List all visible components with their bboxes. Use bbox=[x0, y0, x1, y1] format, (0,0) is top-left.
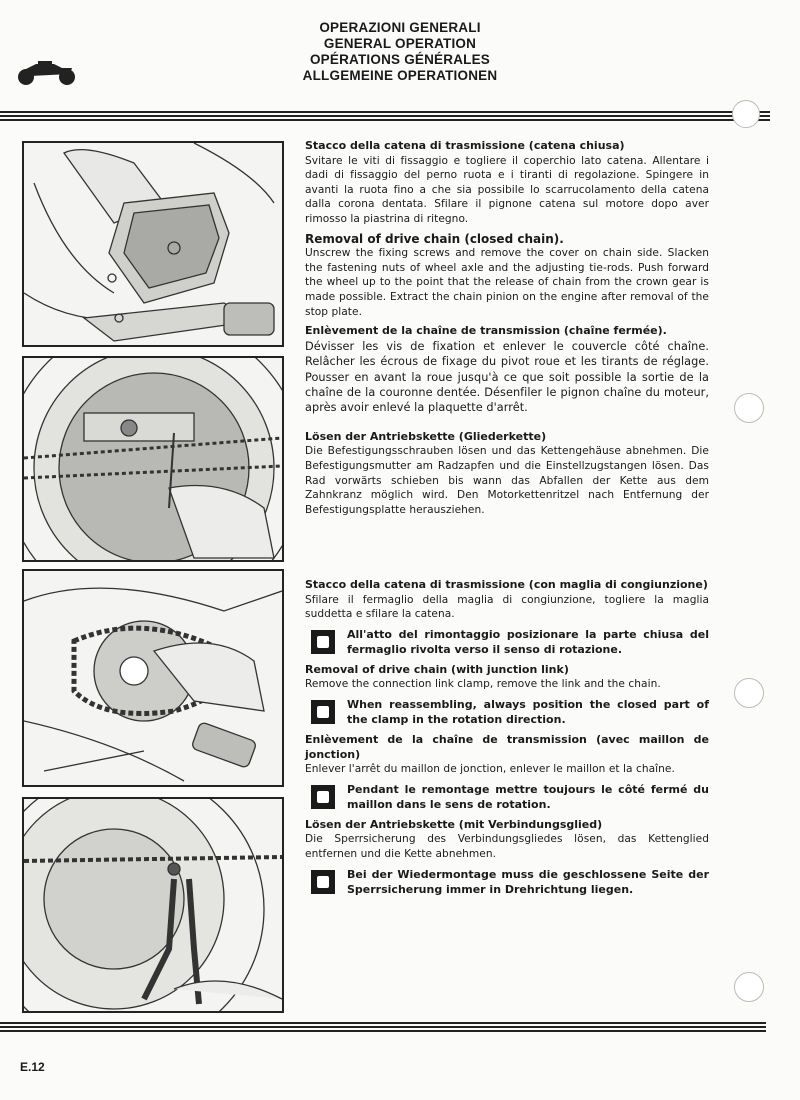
note-text-en: When reassembling, always position the closed part of the clamp in the rotation direction. bbox=[347, 697, 709, 726]
section-closed-chain bbox=[305, 139, 709, 522]
illustration-rear-axle bbox=[22, 356, 284, 562]
section-body-en: Unscrew the fixing screws and remove the cover on chain side. Slacken the fastening nuts of wheel axle and the adjusting tie-rods. Push forward the wheel up to the point that the release of chain from the crown gear is made possible. Extract the chain pinion on the engine after removal of the stop plate. bbox=[305, 247, 709, 318]
motorcycle-icon bbox=[16, 58, 78, 86]
page-number: E.12 bbox=[20, 1060, 45, 1074]
punch-hole bbox=[734, 678, 764, 708]
note-en bbox=[305, 697, 709, 727]
section-body-fr: Enlever l'arrêt du maillon de jonction, enlever le maillon et la chaîne. bbox=[305, 763, 675, 776]
section-body-de: Die Sperrsicherung des Verbindungsgliedes lösen, das Kettenglied entfernen und die Kette abnehmen. bbox=[305, 833, 709, 860]
section-body-fr: Dévisser les vis de fixation et enlever le couvercle côté chaîne. Relâcher les écrous de fixage du pivot roue et les tirants de réglage. Pousser en avant la roue jusqu'à ce que soit possible la sortie de la chaîne de la couronne dentée. Désenfiler le pignon chaîne du moteur, après avoir enlevé la plaquette d'arrêt. bbox=[305, 339, 709, 415]
punch-hole bbox=[734, 972, 764, 1002]
section-title-fr: Enlèvement de la chaîne de transmission (chaîne fermée). bbox=[305, 324, 667, 338]
section-title-de: Lösen der Antriebskette (Gliederkette) bbox=[305, 429, 547, 443]
illustration-pliers bbox=[22, 797, 284, 1013]
note-fr bbox=[305, 782, 709, 812]
section-body-en: Remove the connection link clamp, remove the link and the chain. bbox=[305, 678, 661, 691]
note-square-icon bbox=[311, 630, 335, 654]
section-title-it: Stacco della catena di trasmissione (con maglia di congiunzione) bbox=[305, 578, 708, 591]
section-junction-link bbox=[305, 578, 709, 903]
note-it bbox=[305, 627, 709, 657]
title-italian: OPERAZIONI GENERALI bbox=[319, 20, 481, 35]
title-english: GENERAL OPERATION bbox=[323, 36, 477, 51]
punch-hole bbox=[734, 393, 764, 423]
illustration-junction-link bbox=[22, 569, 284, 787]
section-title-de: Lösen der Antriebskette (mit Verbindungsglied) bbox=[305, 817, 603, 831]
section-body-de: Die Befestigungsschrauben lösen und das Kettengehäuse abnehmen. Die Befestigungsmutter am Radzapfen und die Einstellzugstangen lösen. Das Rad vorwärts schieben bis wann das Abfallen der Kette aus dem Zahnkranz möglich wird. Den Motorkettenritzel nach Entfernung der Befestigungsplatte herausziehen. bbox=[305, 445, 709, 516]
section-title-en: Removal of drive chain (with junction link) bbox=[305, 662, 569, 676]
section-title-it: Stacco della catena di trasmissione (catena chiusa) bbox=[305, 139, 625, 152]
note-text-de: Bei der Wiedermontage muss die geschlossene Seite der Sperrsicherung immer in Drehrichtung liegen. bbox=[347, 867, 709, 896]
illustration-chain-cover bbox=[22, 141, 284, 347]
punch-hole bbox=[732, 100, 760, 128]
note-square-icon bbox=[311, 700, 335, 724]
footer-rule bbox=[0, 1022, 766, 1034]
note-text-fr: Pendant le remontage mettre toujours le côté fermé du maillon dans le sens de rotation. bbox=[347, 782, 709, 811]
section-title-fr: Enlèvement de la chaîne de transmission (avec maillon de jonction) bbox=[305, 732, 709, 761]
note-square-icon bbox=[311, 870, 335, 894]
section-title-en: Removal of drive chain (closed chain). bbox=[305, 231, 564, 246]
page-header bbox=[0, 20, 800, 84]
note-text-it: All'atto del rimontaggio posizionare la parte chiusa del fermaglio rivolta verso il senso di rotazione. bbox=[347, 627, 709, 656]
section-body-it: Svitare le viti di fissaggio e togliere il coperchio lato catena. Allentare i dadi di fissaggio del perno ruota e i tiranti di regolazione. Spingere in avanti la ruota fino a che sia possibile lo scarrucolamento della catena dalla corona dentata. Sfilare il pignone catena sul motore dopo aver rimosso la piastrina di ritegno. bbox=[305, 154, 709, 225]
note-de bbox=[305, 867, 709, 897]
title-french: OPÉRATIONS GÉNÉRALES bbox=[309, 52, 491, 67]
note-square-icon bbox=[311, 785, 335, 809]
header-rule bbox=[0, 111, 770, 123]
section-body-it: Sfilare il fermaglio della maglia di congiunzione, togliere la maglia suddetta e sfilare la catena. bbox=[305, 593, 709, 621]
title-german: ALLGEMEINE OPERATIONEN bbox=[302, 68, 498, 83]
